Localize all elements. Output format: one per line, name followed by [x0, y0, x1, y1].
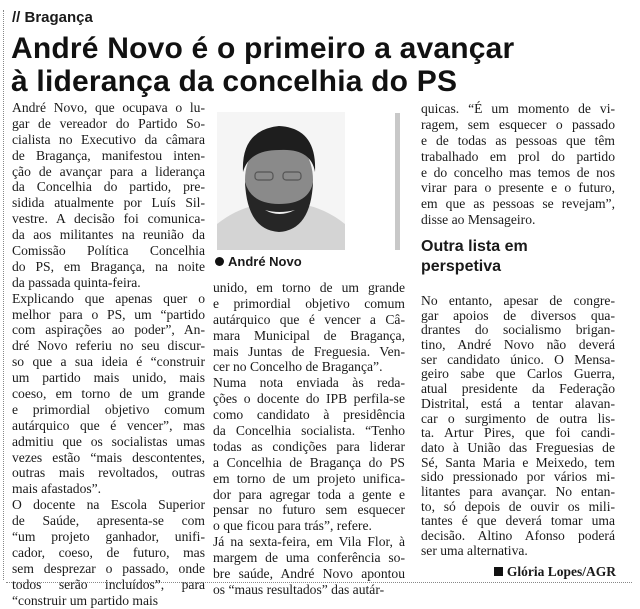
text-line: virar para o presente e o futuro,	[421, 180, 615, 196]
text-line: atual presidente da Federação	[421, 381, 615, 397]
text-line: drantes do socialismo brigan-	[421, 322, 615, 338]
text-line: dor para agregar toda a gente e	[213, 486, 405, 502]
text-line: do PS, em Bragança, na noite	[12, 258, 205, 274]
article-column-3-bottom	[421, 294, 615, 558]
text-line: todas as condições para liderar	[213, 438, 405, 454]
text-line: mara Municipal de Bragança,	[213, 327, 405, 343]
text-line: da Concelhia do partido, pre-	[12, 179, 205, 195]
text-line: e de todas as pessoas que têm	[421, 132, 615, 148]
text-line: o que ficou para trás”, refere.	[213, 518, 372, 534]
text-line: No entanto, apesar de congre-	[421, 293, 615, 308]
text-line: de Saúde, apresenta-se com	[12, 513, 205, 529]
text-line: e do concelho mas temos de nos	[421, 164, 615, 180]
text-line: bre saúde, André Novo apontou	[213, 566, 405, 582]
subheading: Outra lista em perspetiva	[421, 238, 528, 275]
text-line: em torno de um projeto unifica-	[213, 470, 405, 486]
left-dotted-rule	[3, 10, 4, 580]
text-line: sido pressionado por vários mi-	[421, 469, 615, 485]
byline: Glória Lopes/AGR	[494, 564, 616, 579]
text-line: como candidato à presidência	[213, 407, 405, 423]
text-line: Comissão Política Concelhia	[12, 243, 205, 259]
text-line: ção de avançar para a liderança	[12, 163, 205, 179]
text-line: litantes para avançar. No entan-	[421, 483, 615, 499]
text-line: da aos militantes na reunião da	[12, 227, 205, 243]
text-line: tino, André Novo não deverá	[421, 337, 615, 353]
article-column-1	[12, 100, 205, 609]
text-line: dato à União das Freguesias de	[421, 439, 615, 455]
text-line: gar apoios de diversos qua-	[421, 307, 615, 323]
text-line: vestre. A decisão foi comunica-	[12, 211, 205, 227]
article-column-3-top	[421, 101, 615, 228]
text-line: cialista no Executivo da câmara	[12, 131, 205, 147]
text-line: sidida atualmente por Luís Sil-	[12, 195, 205, 211]
text-line: “um projeto ganhador, unifi-	[12, 529, 205, 545]
text-line: tantes é que deverá tomar uma	[421, 513, 615, 529]
text-line: e primordial objetivo comum	[213, 295, 405, 311]
section-kicker: // Bragança	[12, 9, 93, 26]
text-line: a Concelhia de Bragança do PS	[213, 454, 405, 470]
text-line: O docente na Escola Superior	[12, 497, 205, 513]
text-line: um partido mais unido, mais	[12, 370, 205, 386]
text-line: em que as pessoas se revejam”,	[421, 196, 615, 212]
text-line: da Concelhia socialista. “Tenho	[213, 423, 405, 439]
text-line: to, só depois de ouvir os mili-	[421, 498, 615, 514]
text-line: ragem, sem esquecer o passado	[421, 116, 615, 132]
text-line: mais afastados”.	[12, 481, 102, 497]
text-line: gar de vereador do Partido So-	[12, 115, 205, 131]
text-line: decisão. Altino Afonso poderá	[421, 528, 615, 543]
text-line: so que a sua ideia é “construir	[12, 354, 205, 370]
text-line: margem de uma conferência so-	[213, 550, 405, 566]
text-line: ser candidato único. O Mensa-	[421, 351, 615, 367]
text-line: admitiu que os socialistas umas	[12, 433, 205, 449]
text-line: geiro sabe que Carlos Guerra,	[421, 366, 615, 382]
text-line: com aspirações ao poder”, An-	[12, 322, 205, 338]
text-line: autárquico que é vencer a Câ-	[213, 311, 405, 327]
text-line: unido, em torno de um grande	[213, 280, 405, 295]
article-column-2	[213, 280, 405, 598]
text-line: outras mais revoltados, outras	[12, 465, 205, 481]
text-line: da passada quinta-feira.	[12, 274, 141, 290]
text-line: vezes estão “mais descontentes,	[12, 449, 205, 465]
text-line: Distrital, está a tentar alavan-	[421, 395, 615, 411]
text-line: sem desprezar o passado, onde	[12, 560, 205, 576]
photo-caption: André Novo	[215, 254, 302, 269]
pen-icon	[494, 567, 503, 576]
text-line: todos serão incluídos”, para	[12, 576, 205, 592]
text-line: dré Novo referiu no seu discur-	[12, 338, 205, 354]
text-line: cer no Concelho de Bragança”.	[213, 359, 383, 375]
text-line: de Bragança, manifestou inten-	[12, 147, 205, 163]
text-line: cador, coeso, de futuro, mas	[12, 544, 205, 560]
text-line: os “maus resultados” das autár-	[213, 581, 385, 597]
text-line: disse ao Mensageiro.	[421, 212, 536, 228]
bullet-icon	[215, 257, 224, 266]
text-line: quicas. “É um momento de vi-	[421, 101, 615, 116]
text-line: ser uma alternativa.	[421, 542, 528, 558]
text-line: autárquico que é vencer”, mas	[12, 417, 205, 433]
headline-line: à liderança da concelhia do PS	[11, 65, 458, 98]
text-line: car o surgimento de outra lis-	[421, 410, 615, 426]
text-line: trabalhado em prol do partido	[421, 148, 615, 164]
headline-line: André Novo é o primeiro a avançar	[11, 32, 515, 65]
text-line: Já na sexta-feira, em Vila Flor, à	[213, 534, 405, 550]
text-line: “construir um partido mais	[12, 592, 159, 608]
text-line: ta. Artur Pires, que foi candi-	[421, 425, 615, 441]
author-photo	[217, 112, 345, 250]
portrait-image	[217, 112, 345, 250]
text-line: mais Juntas de Freguesia. Ven-	[213, 343, 405, 359]
text-line: Numa nota enviada às reda-	[213, 375, 405, 391]
text-line: melhor para o PS, um “partido	[12, 306, 205, 322]
text-line: pensar no futuro sem esquecer	[213, 502, 405, 518]
text-line: Explicando que apenas quer o	[12, 290, 205, 306]
text-line: e primordial objetivo comum	[12, 401, 205, 417]
text-line: Sé, Santa Maria e Meixedo, tem	[421, 454, 615, 470]
gray-divider-bar	[395, 113, 400, 250]
text-line: André Novo, que ocupava o lu-	[12, 100, 205, 115]
headline	[11, 32, 514, 98]
text-line: ções o docente do IPB perfila-se	[213, 391, 405, 407]
text-line: coeso, em torno de um grande	[12, 386, 205, 402]
